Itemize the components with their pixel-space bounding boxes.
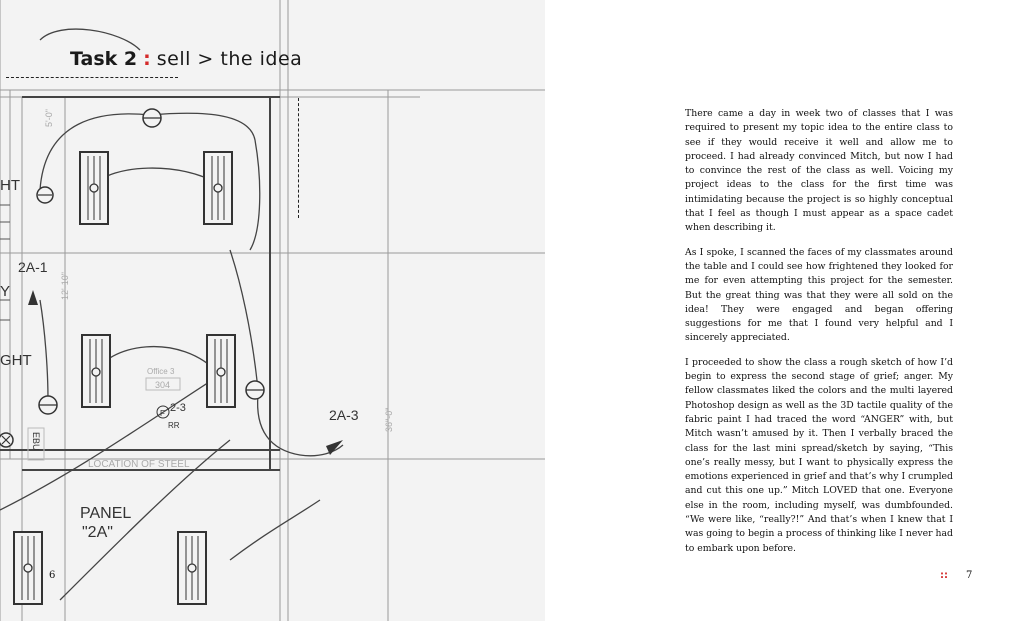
label-dim-36-0: 36"-0" <box>384 407 394 432</box>
label-ht: HT <box>0 177 20 194</box>
label-ght: GHT <box>0 352 32 369</box>
label-dim-5-0: 5'-0" <box>44 109 54 127</box>
page-mark: :: <box>940 570 948 581</box>
task-title <box>70 48 302 70</box>
label-location-of-steel: LOCATION OF STEEL <box>88 459 190 470</box>
label-f: F <box>160 409 165 418</box>
body-text <box>685 107 953 566</box>
label-circuit-23: 2-3 <box>170 402 186 414</box>
paragraph: There came a day in week two of classes that I was required to present my topic idea to the entire class to see if they would receive it well and allow me to proceed. I had already convinced Mitch, but now I had to convince the rest of the class as well. Voicing my project ideas to the class for the first time was intimidating because the project is so highly conceptual that I feel as though I must appear as a space cadet when describing it. <box>685 108 953 234</box>
paragraph: As I spoke, I scanned the faces of my classmates around the table and I could see how frightened they looked for me for even attempting this project for the semester. But the great thing was that they were all sold on the idea! They were engaged and began offering suggestions for me that I found very helpful and I sincerely appreciated. <box>685 246 953 344</box>
label-rr: RR <box>168 421 180 430</box>
label-panel: PANEL <box>80 505 132 522</box>
label-panel-name: "2A" <box>82 524 113 541</box>
task-title-separator: : <box>143 48 151 70</box>
label-ebu: EBU <box>31 432 41 451</box>
vertical-dashed-rule <box>298 98 299 218</box>
page-number-right: 7 <box>966 570 973 581</box>
label-office: Office 3 <box>147 367 175 376</box>
page-number-left: 6 <box>49 570 56 581</box>
task-title-label: Task 2 <box>70 48 138 70</box>
task-subtitle: sell > the idea <box>156 48 303 70</box>
label-y: Y <box>0 283 11 300</box>
label-dim-12-10: 12'-10" <box>60 272 70 300</box>
label-circuit-2a1: 2A-1 <box>18 259 48 275</box>
paragraph: I proceeded to show the class a rough sketch of how I’d begin to express the second stage of grief; anger. My fellow classmates liked the colors and the multi layered Photoshop design as well as the 3D tactile quality of the fabric paint I had traced the word “ANGER” with, but Mitch wasn’t amused by it. Then I verbally braced the class for the last mini spread/sketch by saying, “This one’s really messy, but I want to physically express the emotions experienced in grief and that’s why I crumpled and cut this one up.” Mitch LOVED that one. Everyone else in the room, including myself, was dumbfounded. “We were like, “really?!” And that’s when I knew that I was going to begin a process of thinking like I never had to embark upon before. <box>685 356 953 554</box>
title-dashed-rule <box>6 77 178 78</box>
label-circuit-2a3: 2A-3 <box>329 407 359 423</box>
label-room-number: 304 <box>155 380 171 390</box>
